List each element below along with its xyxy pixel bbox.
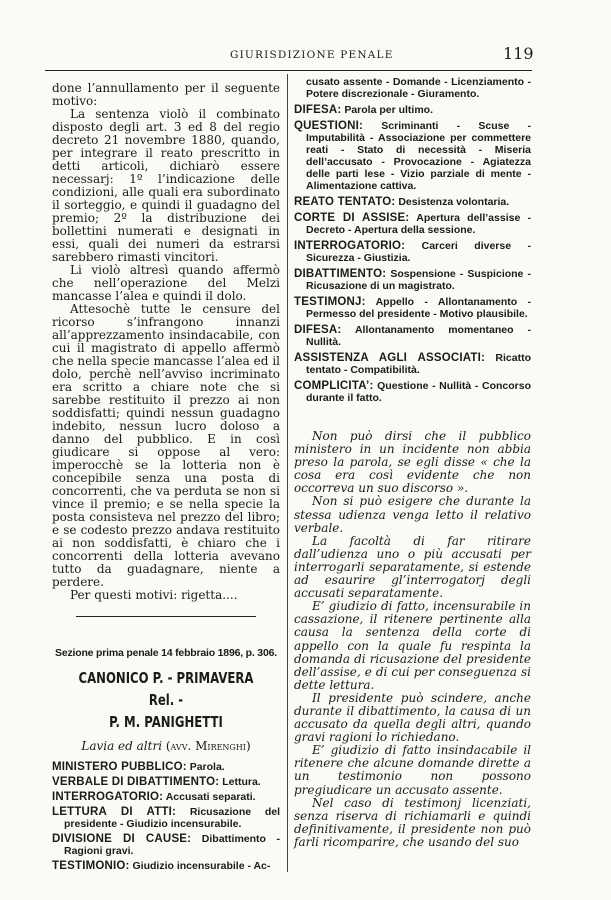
index-text: Parola. [186,761,225,773]
maxim-paragraph: Nel caso di testimonj licenziati, senza riserva di richiamarli e quindi definitivamente, il presidente non può farli ricomparire, che usando del suo [294,795,531,849]
index-heading: TESTIMONIO: [52,860,130,872]
paragraph: La sentenza violò il combinato disposto degli art. 3 ed 8 del regio decreto 21 novembre 1880, quando, per integrare il reato prescritto in detti articoli, dichiarò essere necessarj: 1º l’indicazione delle condizioni, alle quali era subordinato il sorteggio, e quindi il guadagno del premio; 2º la distribuzione dei bollettini numerati e designati in essi, quali dei numeri da estrarsi sarebbero rimasti vincitori. [52,107,280,264]
paragraph: Attesochè tutte le censure del ricorso s’infrangono innanzi all’apprezzamento insindacabile, con cui il magistrato di appello affermò che nella specie mancasse l’alea ed il dolo, perchè nell’avviso incriminato era scritto a chiare note che si sarebbe restituito il prezzo ai non soddisfatti; quindi nessun guadagno indebito, nessun lucro doloso a danno del pubblico. E in così giudicare si oppose al vero: imperocchè se la lotteria non è concepibile senza una posta di concorrenti, che va perduta se non si vince il premio; e se nella specie la posta consisteva nel prezzo del libro; e se codesto prezzo andava restituito ai non soddisfatti, è chiaro che i concorrenti della lotteria avevano tutto da guadagnare, niente a perdere. [52,302,280,589]
index-text: Accusati separati. [163,791,256,803]
index-text: Scriminanti - Scuse - Imputabilità - Associazione per commettere reati - Stato di necessità - Miseria dell’accusato - Provocazione - Agiatezza delle parti lese - Vizio parziale di mente - Alimentazione cattiva. [306,120,531,192]
index-heading: INTERROGATORIO: [52,791,164,803]
index-text: Ricusazione del presidente - Giudizio incensurabile. [64,806,280,830]
index-entry [52,776,280,788]
index-heading: LETTURA DI ATTI: [52,806,177,818]
index-heading: DIFESA: [294,104,342,116]
index-entry [294,324,531,348]
index-text: Carceri diverse - Sicurezza - Giustizia. [306,240,531,264]
index-heading: MINISTERO PUBBLICO: [52,761,187,773]
maxim-paragraph: Non può dirsi che il pubblico ministero in un incidente non abbia preso la parola, se egli disse « che la cosa era così evidente che non occorreva un suo discorso ». [294,429,531,496]
paragraph: Per questi motivi: rigetta.... [70,588,238,602]
parties-name: Lavia ed altri [81,739,163,753]
index-entry [294,212,531,236]
index-entry [294,296,531,320]
maxim-paragraph: Non si può esigere che durante la stessa udienza venga letto il relativo verbale. [294,494,531,535]
maxim-paragraph: La facoltà di far ritirare dall’udienza uno o più accusati per interrogarli separatamente, si estende ad esaurire gl’interrogatorj degli accusati separatamente. [294,533,531,601]
case-names [77,667,255,733]
index-entry [294,196,531,208]
maxim-paragraph: Il presidente può scindere, anche durante il dibattimento, la causa di un accusato da quella degli altri, quando gravi ragioni lo richiedano. [294,690,531,745]
index-text: Parola per ultimo. [341,104,434,116]
index-text: Allontanamento momentaneo - Nullità. [306,324,531,348]
index-entry-continued: cusato assente - Domande - Licenziamento - Potere discrezionale - Giuramento. [306,76,531,100]
maxims [294,430,531,849]
index-heading: DIBATTIMENTO: [294,268,387,280]
case-names-line: CANONICO P. - PRIMAVERA Rel. - [78,669,254,709]
index-heading: REATO TENTATO: [294,196,396,208]
index-text: Sospensione - Suspicione - Ricusazione di un magistrato. [306,268,531,292]
column-divider [287,74,288,872]
page-number: 119 [503,44,534,63]
left-column [52,82,280,875]
index-entry [294,380,531,404]
index-text: Questione - Nullità - Concorso durante il fatto. [306,380,531,404]
maxim-paragraph: E’ giudizio di fatto insindacabile il ritenere che alcune domande dirette a un testimonio non possono pregiudicare un accusato assente. [294,743,531,797]
paragraph: Li violò altresì quando affermò che nell’operazione del Melzi mancasse l’alea e quindi il dolo. [52,263,280,303]
index-heading: ASSISTENZA AGLI ASSOCIATI: [294,352,486,364]
case-names-line: P. M. PANIGHETTI [109,713,223,731]
paragraph: done l’annullamento per il seguente motivo: [52,81,280,108]
right-index-list [294,76,531,404]
section-end-rule [76,616,256,617]
index-entry [294,104,531,116]
index-heading: QUESTIONI: [294,120,364,132]
index-entry [52,860,280,872]
parties [52,739,280,753]
index-entry [52,791,280,803]
index-text: Desistenza volontaria. [395,196,510,208]
index-entry [52,806,280,830]
index-heading: VERBALE DI DIBATTIMENTO: [52,776,220,788]
index-text: Lettura. [219,776,261,788]
index-heading: TESTIMONJ: [294,296,366,308]
index-text: Apertura dell’assise - Decreto - Apertura della sessione. [306,212,531,236]
index-entry [294,240,531,264]
decision-citation: Sezione prima penale 14 febbraio 1896, p. 306. [55,647,277,659]
left-index-list [52,761,280,872]
index-entry [52,833,280,857]
index-heading: DIFESA: [294,324,342,336]
index-entry [294,268,531,292]
index-text: Ricatto tentato - Compatibilità. [306,352,531,376]
index-entry [52,761,280,773]
index-entry [294,120,531,192]
header-rule [45,70,532,71]
parties-counsel: (avv. Mirenghi) [165,739,251,753]
index-heading: DIVISIONE DI CAUSE: [52,833,192,845]
index-text: Giudizio incensurabile - Ac- [129,860,271,872]
index-heading: COMPLICITA’: [294,380,374,392]
index-text: Appello - Allontanamento - Permesso del presidente - Motivo plausibile. [306,296,531,320]
index-heading: CORTE DI ASSISE: [294,212,410,224]
right-column [294,76,531,849]
index-heading: INTERROGATORIO: [294,240,406,252]
index-text: Dibattimento - Ragioni gravi. [64,833,280,857]
running-title: GIURISDIZIONE PENALE [230,49,394,61]
index-entry [294,352,531,376]
maxim-paragraph: E’ giudizio di fatto, incensurabile in cassazione, il ritenere pertinente alla causa la sentenza della corte di appello con la quale fu respinta la domanda di ricusazione del presidente dell’assise, e di cui per conseguenza si dette lettura. [294,599,531,692]
